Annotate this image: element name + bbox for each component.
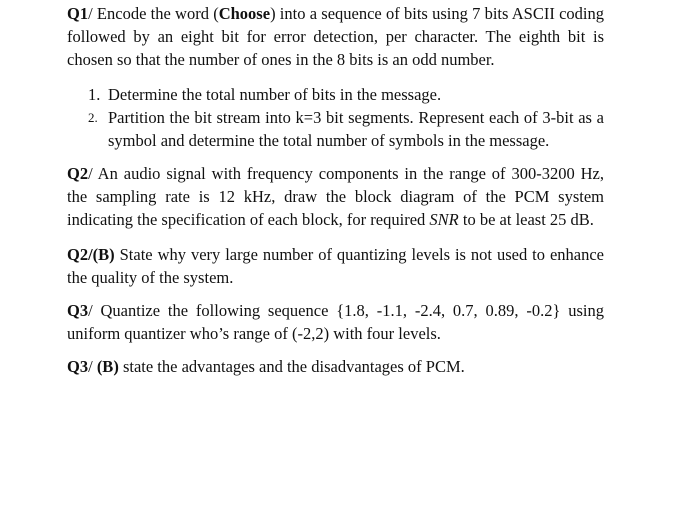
question-2 [67, 162, 604, 231]
question-3b-label-a: Q3 [67, 357, 89, 376]
question-3b-text: state the advantages and the disadvantages of PCM. [118, 357, 465, 376]
question-1-sep: / [88, 4, 93, 23]
list-item [67, 83, 604, 106]
question-1-word: Choose [218, 4, 271, 23]
question-2b-label: Q2/(B) [67, 245, 115, 264]
question-3b [67, 355, 604, 378]
list-item-text: Partition the bit stream into k=3 bit segments. Represent each of 3-bit as a symbol and determine the total number of symbols in the message. [108, 108, 604, 150]
list-item-number: 2. [88, 110, 98, 125]
exam-questions [67, 2, 604, 378]
question-2-text-a: / An audio signal with frequency components in the range of 300-3200 Hz, the sampling rate is 12 kHz, draw the block diagram of the PCM system indicating the specification of each block, for required [67, 164, 604, 229]
question-2b-text: State why very large number of quantizing levels is not used to enhance the quality of the system. [67, 245, 604, 287]
question-1-text-b: ) into a sequence of bits using 7 bits ASCII coding followed by an eight bit for error detection, per character. The eighth bit is chosen so that the number of ones in the 8 bits is an odd number. [67, 4, 604, 69]
question-3 [67, 299, 604, 345]
question-1-label: Q1 [67, 4, 89, 23]
question-3b-sep: / [88, 357, 97, 376]
question-1 [67, 2, 604, 71]
question-3-label: Q3 [67, 301, 89, 320]
question-1-text-a: Encode the word ( [92, 4, 219, 23]
question-1-subitems [67, 83, 604, 152]
list-item [67, 106, 604, 152]
question-2-snr: SNR [429, 210, 459, 229]
question-2-text-b: to be at least 25 dB. [458, 210, 594, 229]
list-item-text: Determine the total number of bits in the message. [108, 85, 442, 104]
question-2-label: Q2 [67, 164, 89, 183]
question-2b [67, 243, 604, 289]
question-3-text: / Quantize the following sequence {1.8, -1.1, -2.4, 0.7, 0.89, -0.2} using uniform quantizer who’s range of (-2,2) with four levels. [67, 301, 604, 343]
list-item-number: 1. [88, 85, 101, 104]
question-3b-label-b: (B) [96, 357, 119, 376]
